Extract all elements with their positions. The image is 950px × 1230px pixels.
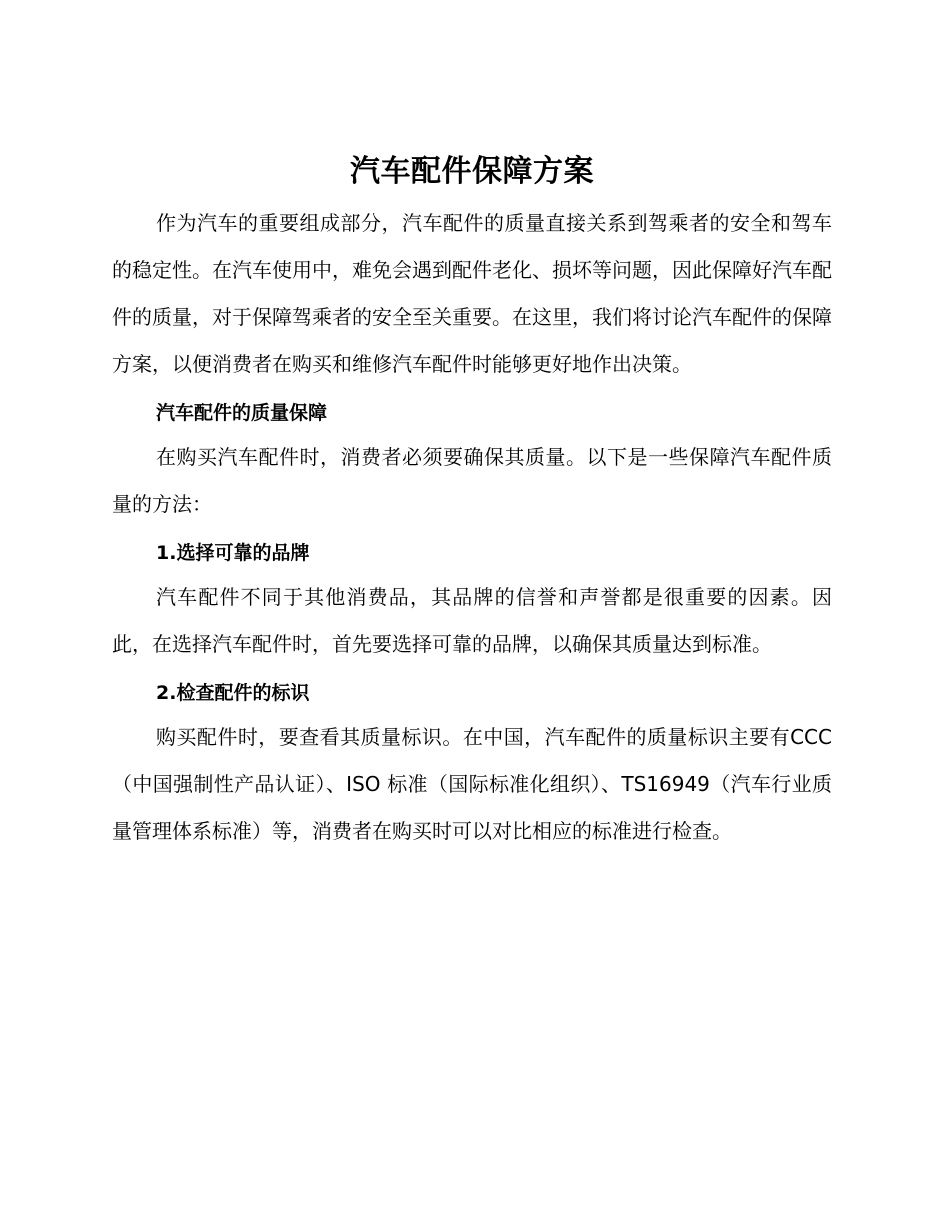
item-heading-labels: 2.检查配件的标识 — [156, 682, 310, 704]
document-title: 汽车配件保障方案 — [350, 154, 594, 189]
item-heading-brand: 1.选择可靠的品牌 — [156, 542, 310, 564]
intro-paragraph: 作为汽车的重要组成部分，汽车配件的质量直接关系到驾乘者的安全和驾车的稳定性。在汽车使用中，难免会遇到配件老化、损坏等问题，因此保障好汽车配件的质量，对于保障驾乘者的安全至关重要。在这里，我们将讨论汽车配件的保障方案，以便消费者在购买和维修汽车配件时能够更好地作出决策。 — [112, 211, 832, 376]
item-paragraph-labels: 购买配件时，要查看其质量标识。在中国，汽车配件的质量标识主要有CCC（中国强制性产品认证）、ISO 标准（国际标准化组织）、TS16949（汽车行业质量管理体系标准）等，消费者在购买时可以对比相应的标准进行检查。 — [112, 725, 832, 843]
section-paragraph-quality: 在购买汽车配件时，消费者必须要确保其质量。以下是一些保障汽车配件质量的方法： — [112, 445, 832, 516]
section-heading-quality: 汽车配件的质量保障 — [156, 402, 328, 424]
item-paragraph-brand: 汽车配件不同于其他消费品，其品牌的信誉和声誉都是很重要的因素。因此，在选择汽车配件时，首先要选择可靠的品牌，以确保其质量达到标准。 — [112, 585, 832, 656]
